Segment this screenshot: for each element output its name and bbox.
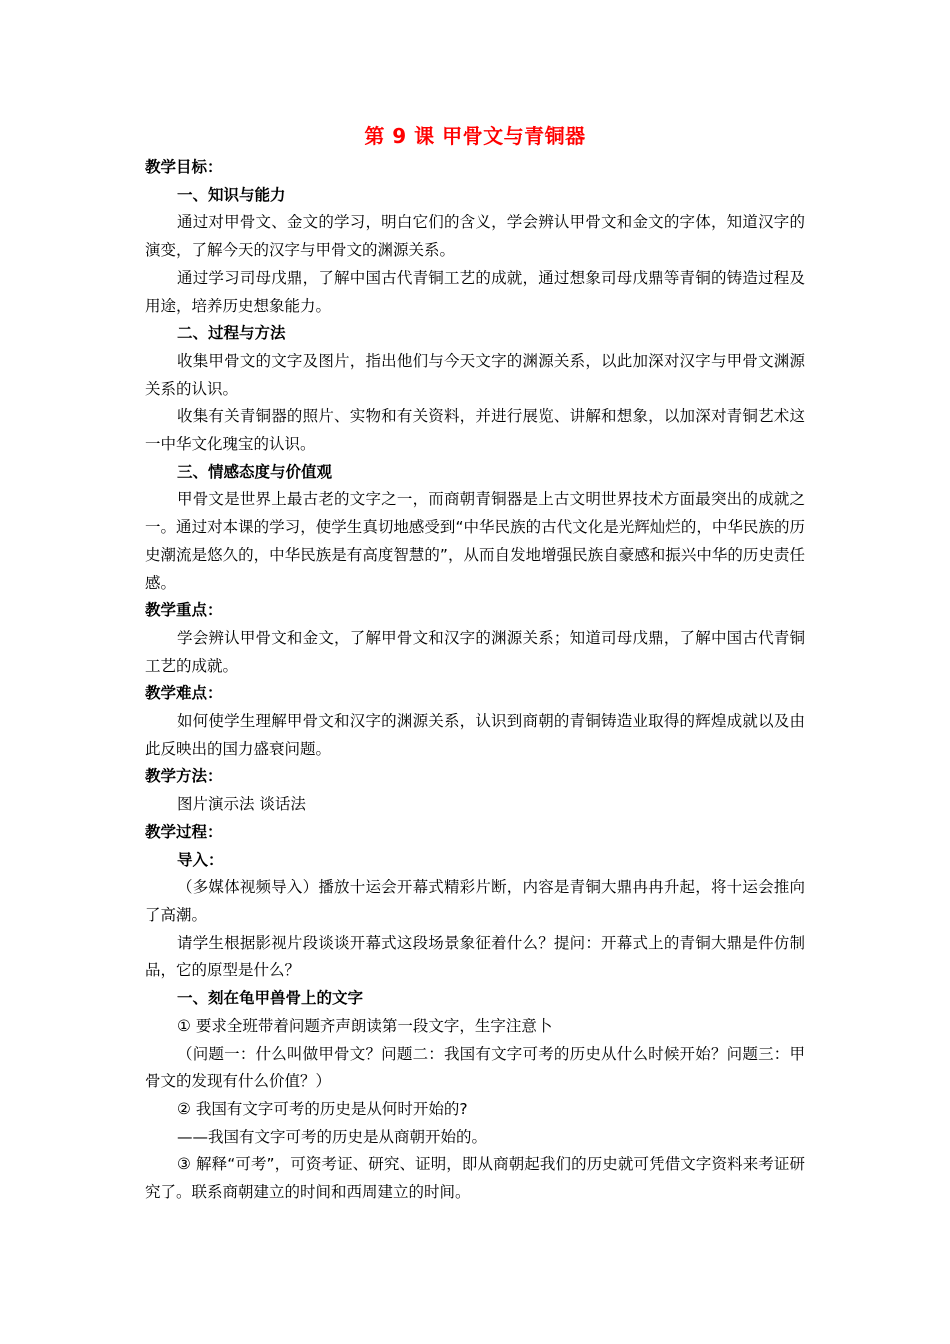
paragraph: 通过对甲骨文、金文的学习，明白它们的含义，学会辨认甲骨文和金文的字体，知道汉字的演变，了解今天的汉字与甲骨文的渊源关系。	[145, 213, 805, 260]
subsection-heading: 三、情感态度与价值观	[177, 462, 333, 481]
paragraph: （多媒体视频导入）播放十运会开幕式精彩片断，内容是青铜大鼎冉冉升起，将十运会推向了高潮。	[145, 878, 805, 924]
paragraph: 如何使学生理解甲骨文和汉字的渊源关系，认识到商朝的青铜铸造业取得的辉煌成就以及由此反映出的国力盛衰问题。	[145, 712, 805, 758]
paragraph: 收集有关青铜器的照片、实物和有关资料，并进行展览、讲解和想象，以加深对青铜艺术这一中华文化瑰宝的认识。	[145, 407, 805, 454]
document-page	[145, 118, 805, 1207]
section-heading: 教学过程：	[145, 822, 223, 841]
lesson-title: 第 9 课 甲骨文与青铜器	[364, 124, 586, 148]
section-heading: 教学方法：	[145, 767, 223, 786]
paragraph: 通过学习司母戊鼎，了解中国古代青铜工艺的成就，通过想象司母戊鼎等青铜的铸造过程及用途，培养历史想象能力。	[145, 268, 805, 315]
subsection-heading: 二、过程与方法	[177, 324, 286, 343]
paragraph: 学会辨认甲骨文和金文，了解甲骨文和汉字的渊源关系；知道司母戊鼎，了解中国古代青铜工艺的成就。	[145, 628, 805, 675]
list-line: ① 要求全班带着问题齐声朗读第一段文字，生字注意卜	[177, 1016, 553, 1035]
list-line: ② 我国有文字可考的历史是从何时开始的?	[177, 1099, 468, 1118]
paragraph: 收集甲骨文的文字及图片，指出他们与今天文字的渊源关系，以此加深对汉字与甲骨文渊源关系的认识。	[145, 351, 805, 398]
subsection-heading: 导入：	[177, 850, 224, 869]
paragraph: 甲骨文是世界上最古老的文字之一，而商朝青铜器是上古文明世界技术方面最突出的成就之一。通过对本课的学习，使学生真切地感受到“中华民族的古代文化是光辉灿烂的，中华民族的历史潮流是悠久的，中华民族是有高度智慧的”，从而自发地增强民族自豪感和振兴中华的历史责任感。	[145, 490, 805, 592]
subsection-heading: 一、刻在龟甲兽骨上的文字	[177, 989, 364, 1008]
list-line: ——我国有文字可考的历史是从商朝开始的。	[177, 1127, 488, 1146]
subsection-heading: 一、知识与能力	[177, 185, 286, 204]
section-heading: 教学目标：	[145, 158, 223, 176]
section-heading: 教学重点：	[145, 601, 223, 620]
paragraph: 请学生根据影视片段谈谈开幕式这段场景象征着什么？提问：开幕式上的青铜大鼎是件仿制品，它的原型是什么？	[145, 933, 805, 980]
list-line: 图片演示法 谈话法	[177, 795, 306, 814]
paragraph: （问题一：什么叫做甲骨文？问题二：我国有文字可考的历史从什么时候开始？问题三：甲骨文的发现有什么价值？）	[145, 1044, 805, 1091]
section-heading: 教学难点：	[145, 684, 223, 703]
paragraph: ③ 解释“可考”，可资考证、研究、证明，即从商朝起我们的历史就可凭借文字资料来考证研究了。联系商朝建立的时间和西周建立的时间。	[145, 1155, 805, 1202]
document-body	[145, 154, 805, 1207]
